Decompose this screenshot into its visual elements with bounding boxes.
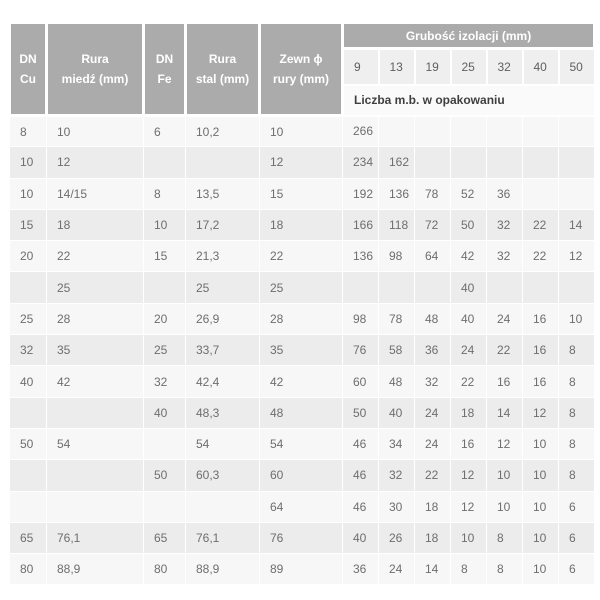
table-cell: 18 — [415, 491, 451, 522]
table-cell — [186, 147, 260, 178]
table-cell — [47, 460, 144, 491]
size-header-50: 50 — [559, 49, 595, 85]
table-row — [10, 241, 595, 272]
table-cell: 24 — [415, 397, 451, 428]
table-cell: 80 — [144, 554, 186, 585]
table-cell: 48 — [379, 366, 415, 397]
table-cell — [559, 147, 595, 178]
table-cell: 28 — [47, 303, 144, 334]
col-header-zewn-phi — [260, 23, 343, 116]
table-cell: 12 — [451, 460, 487, 491]
table-cell: 36 — [487, 178, 523, 209]
table-cell: 54 — [186, 428, 260, 459]
table-cell: 40 — [451, 303, 487, 334]
table-row — [10, 397, 595, 428]
table-cell: 40 — [343, 522, 379, 553]
table-cell: 21,3 — [186, 241, 260, 272]
table-row — [10, 147, 595, 178]
table-cell: 18 — [451, 397, 487, 428]
col-header-line: Cu — [20, 72, 36, 86]
table-cell: 192 — [343, 178, 379, 209]
table-cell: 65 — [144, 522, 186, 553]
table-cell — [523, 272, 559, 303]
table-cell: 22 — [523, 209, 559, 240]
table-cell: 118 — [379, 209, 415, 240]
table-cell: 22 — [523, 241, 559, 272]
table-cell: 30 — [379, 491, 415, 522]
table-cell — [415, 147, 451, 178]
size-header-32: 32 — [487, 49, 523, 85]
table-cell: 22 — [260, 241, 343, 272]
table-cell: 24 — [487, 303, 523, 334]
col-header-dn-fe — [144, 23, 186, 116]
table-cell: 10 — [10, 147, 47, 178]
table-cell — [487, 147, 523, 178]
table-cell: 8 — [144, 178, 186, 209]
table-cell: 10 — [47, 116, 144, 147]
table-cell: 50 — [451, 209, 487, 240]
table-cell: 65 — [10, 522, 47, 553]
table-cell: 8 — [487, 554, 523, 585]
table-cell — [379, 272, 415, 303]
table-cell: 6 — [559, 554, 595, 585]
col-header-line: Zewn ϕ — [279, 51, 323, 66]
table-cell: 54 — [260, 428, 343, 459]
table-cell — [144, 272, 186, 303]
table-cell: 12 — [487, 428, 523, 459]
table-cell — [144, 491, 186, 522]
table-cell: 22 — [451, 366, 487, 397]
size-header-9: 9 — [343, 49, 379, 85]
header-row-group — [10, 23, 595, 49]
table-cell: 78 — [379, 303, 415, 334]
table-cell: 64 — [415, 241, 451, 272]
subheader-meters-per-package: Liczba m.b. w opakowaniu — [343, 85, 595, 116]
table-cell: 42,4 — [186, 366, 260, 397]
table-cell: 12 — [559, 241, 595, 272]
table-cell: 16 — [523, 366, 559, 397]
col-header-line: DN — [155, 51, 174, 66]
table-cell — [523, 178, 559, 209]
table-cell: 26 — [379, 522, 415, 553]
table-cell: 8 — [10, 116, 47, 147]
table-cell: 18 — [47, 209, 144, 240]
col-header-line: miedź (mm) — [61, 72, 129, 86]
table-cell: 60 — [260, 460, 343, 491]
table-cell: 50 — [144, 460, 186, 491]
table-cell: 24 — [379, 554, 415, 585]
table-header — [10, 23, 595, 116]
table-cell: 10 — [523, 428, 559, 459]
table-cell — [487, 272, 523, 303]
table-row — [10, 209, 595, 240]
table-cell: 10 — [523, 491, 559, 522]
table-cell: 22 — [415, 460, 451, 491]
table-cell: 32 — [10, 335, 47, 366]
table-cell: 46 — [343, 428, 379, 459]
table-body — [10, 116, 595, 585]
table-cell: 8 — [451, 554, 487, 585]
table-cell: 166 — [343, 209, 379, 240]
table-cell: 50 — [343, 397, 379, 428]
table-row — [10, 554, 595, 585]
table-cell: 46 — [343, 460, 379, 491]
table-cell: 48 — [415, 303, 451, 334]
table-cell: 40 — [451, 272, 487, 303]
table-cell: 15 — [10, 209, 47, 240]
table-cell: 14 — [559, 209, 595, 240]
insulation-spec-table — [8, 21, 596, 585]
table-cell: 13,5 — [186, 178, 260, 209]
table-cell: 32 — [144, 366, 186, 397]
table-cell: 52 — [451, 178, 487, 209]
table-cell: 10 — [144, 209, 186, 240]
table-row — [10, 428, 595, 459]
table-cell — [559, 178, 595, 209]
table-cell: 14 — [487, 397, 523, 428]
col-header-line: DN — [19, 51, 37, 66]
table-cell: 80 — [10, 554, 47, 585]
table-cell: 32 — [415, 366, 451, 397]
table-cell — [415, 272, 451, 303]
table-cell: 6 — [559, 522, 595, 553]
table-cell — [47, 397, 144, 428]
table-cell: 34 — [379, 428, 415, 459]
col-header-rura-miedz — [47, 23, 144, 116]
col-header-line: rury (mm) — [272, 72, 329, 86]
table-cell — [559, 272, 595, 303]
table-cell: 12 — [47, 147, 144, 178]
table-cell: 16 — [523, 335, 559, 366]
col-header-dn-cu — [10, 23, 47, 116]
table-cell: 48 — [260, 397, 343, 428]
table-row — [10, 178, 595, 209]
table-cell: 35 — [47, 335, 144, 366]
table-cell: 8 — [559, 366, 595, 397]
table-cell: 98 — [379, 241, 415, 272]
table-cell: 72 — [415, 209, 451, 240]
table-cell: 8 — [487, 522, 523, 553]
table-cell: 58 — [379, 335, 415, 366]
table-cell: 18 — [260, 209, 343, 240]
table-cell: 40 — [379, 397, 415, 428]
table-cell: 40 — [10, 366, 47, 397]
table-cell: 36 — [343, 554, 379, 585]
table-cell: 76,1 — [47, 522, 144, 553]
table-cell: 136 — [343, 241, 379, 272]
table-cell: 32 — [487, 209, 523, 240]
table-cell — [10, 491, 47, 522]
table-cell — [415, 116, 451, 147]
table-cell: 33,7 — [186, 335, 260, 366]
table-cell: 20 — [144, 303, 186, 334]
table-cell: 42 — [47, 366, 144, 397]
table-row — [10, 522, 595, 553]
group-header-insulation-thickness: Grubość izolacji (mm) — [343, 23, 595, 49]
table-cell — [186, 491, 260, 522]
table-cell: 76 — [260, 522, 343, 553]
table-cell: 14 — [415, 554, 451, 585]
table-cell: 35 — [260, 335, 343, 366]
table-cell: 8 — [559, 460, 595, 491]
table-row — [10, 335, 595, 366]
table-cell: 16 — [451, 428, 487, 459]
table-row — [10, 460, 595, 491]
table-cell: 10 — [487, 491, 523, 522]
table-cell — [451, 147, 487, 178]
table-cell: 22 — [487, 335, 523, 366]
table-cell: 88,9 — [47, 554, 144, 585]
table-cell: 60,3 — [186, 460, 260, 491]
table-cell — [487, 116, 523, 147]
table-cell — [10, 460, 47, 491]
table-cell: 10 — [523, 460, 559, 491]
table-cell: 42 — [260, 366, 343, 397]
table-cell: 162 — [379, 147, 415, 178]
table-cell: 15 — [260, 178, 343, 209]
table-cell: 136 — [379, 178, 415, 209]
table-cell: 76 — [343, 335, 379, 366]
col-header-line: Rura — [208, 51, 237, 66]
col-header-line: stal (mm) — [195, 72, 250, 86]
table-cell — [451, 116, 487, 147]
table-row — [10, 366, 595, 397]
table-cell: 10 — [487, 460, 523, 491]
table-cell: 8 — [559, 335, 595, 366]
col-header-line: Fe — [157, 72, 172, 86]
table-cell: 32 — [487, 241, 523, 272]
table-cell: 15 — [144, 241, 186, 272]
table-cell: 54 — [47, 428, 144, 459]
table-row — [10, 303, 595, 334]
table-cell: 12 — [260, 147, 343, 178]
table-cell: 10 — [260, 116, 343, 147]
table-cell — [47, 491, 144, 522]
table-row — [10, 116, 595, 147]
table-cell: 20 — [10, 241, 47, 272]
table-cell — [144, 428, 186, 459]
table-cell: 98 — [343, 303, 379, 334]
col-header-rura-stal — [186, 23, 260, 116]
table-cell: 12 — [451, 491, 487, 522]
table-cell: 36 — [415, 335, 451, 366]
table-cell: 24 — [415, 428, 451, 459]
table-cell — [523, 116, 559, 147]
table-cell: 234 — [343, 147, 379, 178]
size-header-13: 13 — [379, 49, 415, 85]
table-cell: 50 — [10, 428, 47, 459]
table-cell: 22 — [47, 241, 144, 272]
table-cell: 26,9 — [186, 303, 260, 334]
table-row — [10, 272, 595, 303]
table-cell: 25 — [186, 272, 260, 303]
table-cell — [379, 116, 415, 147]
table-cell: 8 — [559, 428, 595, 459]
table-cell — [343, 272, 379, 303]
table-cell: 18 — [415, 522, 451, 553]
table-cell: 25 — [260, 272, 343, 303]
table-cell: 89 — [260, 554, 343, 585]
table-cell: 32 — [379, 460, 415, 491]
table-cell: 12 — [523, 397, 559, 428]
table-cell: 88,9 — [186, 554, 260, 585]
table-cell: 10 — [523, 522, 559, 553]
table-cell: 6 — [559, 491, 595, 522]
table-cell: 10 — [523, 554, 559, 585]
table-cell — [10, 272, 47, 303]
size-header-19: 19 — [415, 49, 451, 85]
table-cell: 266 — [343, 116, 379, 147]
table-cell: 14/15 — [47, 178, 144, 209]
table-cell: 60 — [343, 366, 379, 397]
table-cell: 25 — [10, 303, 47, 334]
table-cell: 8 — [559, 397, 595, 428]
table-cell: 78 — [415, 178, 451, 209]
size-header-25: 25 — [451, 49, 487, 85]
table-cell: 16 — [487, 366, 523, 397]
table-cell: 76,1 — [186, 522, 260, 553]
table-cell: 6 — [144, 116, 186, 147]
table-cell: 25 — [144, 335, 186, 366]
table-cell — [10, 397, 47, 428]
table-cell: 10 — [451, 522, 487, 553]
table-cell: 10 — [559, 303, 595, 334]
table-cell: 17,2 — [186, 209, 260, 240]
table-cell: 10 — [10, 178, 47, 209]
table-cell: 48,3 — [186, 397, 260, 428]
table-cell: 28 — [260, 303, 343, 334]
table-cell: 16 — [523, 303, 559, 334]
table-cell: 42 — [451, 241, 487, 272]
table-cell: 25 — [47, 272, 144, 303]
col-header-line: Rura — [81, 51, 109, 66]
size-header-40: 40 — [523, 49, 559, 85]
table-cell: 64 — [260, 491, 343, 522]
table-cell: 46 — [343, 491, 379, 522]
table-cell: 24 — [451, 335, 487, 366]
table-cell — [144, 147, 186, 178]
table-cell — [559, 116, 595, 147]
table-row — [10, 491, 595, 522]
table-cell: 40 — [144, 397, 186, 428]
table-cell — [523, 147, 559, 178]
table-cell: 10,2 — [186, 116, 260, 147]
